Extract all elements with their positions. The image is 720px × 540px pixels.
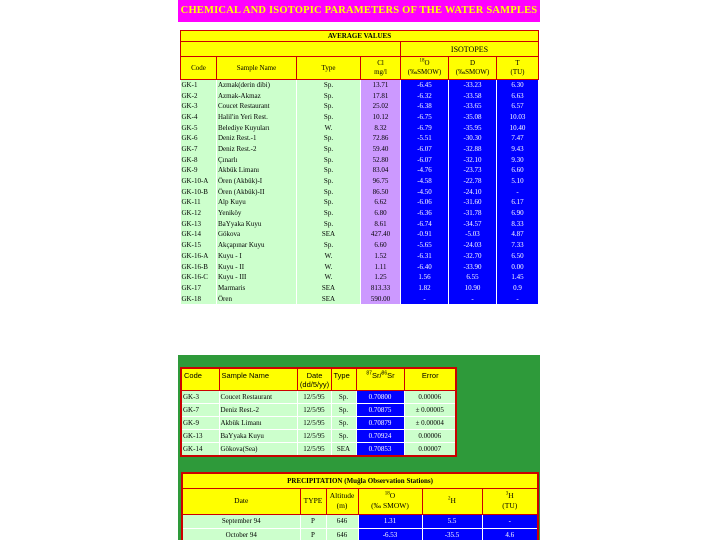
- cell-code: GK-2: [181, 90, 217, 101]
- cell-o18: -: [401, 293, 449, 304]
- cell-type: P: [300, 528, 326, 540]
- cell-sample-name: Ören (Akbük)-II: [217, 186, 297, 197]
- col-h2: [422, 488, 482, 514]
- cell-sample-name: Ören: [217, 293, 297, 304]
- table-row: [181, 229, 539, 240]
- cell-code: GK-3: [181, 390, 219, 403]
- cell-d: -32.88: [449, 144, 497, 155]
- table-row: [182, 514, 538, 528]
- cell-sample-name: Akçapınar Kuyu: [217, 240, 297, 251]
- cell-d: -31.78: [449, 208, 497, 219]
- cell-d: -32.70: [449, 251, 497, 262]
- cell-sample-name: Çınarlı: [217, 154, 297, 165]
- cell-sample-name: Ören (Akbük)-I: [217, 176, 297, 187]
- average-values-table: [180, 30, 539, 304]
- cell-h3: -: [482, 514, 538, 528]
- cell-cl: 813.33: [361, 283, 401, 294]
- cell-sample-name: Halil'in Yeri Rest.: [217, 112, 297, 123]
- table-row: [181, 293, 539, 304]
- col-cl-label: Cl: [377, 59, 384, 67]
- cell-code: GK-1: [181, 80, 217, 91]
- cell-cl: 96.75: [361, 176, 401, 187]
- cell-date: 12/5/95: [297, 442, 331, 456]
- cell-cl: 25.02: [361, 101, 401, 112]
- col-o18: [401, 57, 449, 80]
- cell-type: Sp.: [297, 133, 361, 144]
- cell-o18: 1.82: [401, 283, 449, 294]
- col-type: Type: [331, 368, 356, 390]
- col-sr-mid: Sr/: [371, 371, 382, 380]
- cell-error: ± 0.00005: [404, 403, 456, 416]
- col-type: TYPE: [300, 488, 326, 514]
- cell-t: 6.63: [497, 90, 539, 101]
- col-h3: [482, 488, 538, 514]
- cell-sample-name: Coucet Restaurant: [217, 101, 297, 112]
- cell-o18: -6.36: [401, 208, 449, 219]
- cell-code: GK-9: [181, 165, 217, 176]
- cell-cl: 17.81: [361, 90, 401, 101]
- cell-sample-name: Coucet Restaurant: [219, 390, 297, 403]
- cell-t: 6.50: [497, 251, 539, 262]
- cell-error: ± 0.00004: [404, 416, 456, 429]
- col-d: [449, 57, 497, 80]
- cell-d: -33.90: [449, 261, 497, 272]
- col-t-unit: (TU): [510, 68, 525, 76]
- col-h2-label: H: [450, 496, 456, 505]
- cell-t: 4.87: [497, 229, 539, 240]
- isotopes-header: ISOTOPES: [401, 42, 539, 57]
- table-row: [181, 186, 539, 197]
- col-h3-unit: (TU): [502, 501, 518, 510]
- table-row: [181, 442, 456, 456]
- cell-t: 0.00: [497, 261, 539, 272]
- cell-t: 6.57: [497, 101, 539, 112]
- cell-d: -23.73: [449, 165, 497, 176]
- cell-type: W.: [297, 251, 361, 262]
- table-row: [181, 176, 539, 187]
- cell-sample-name: Kuyu - I: [217, 251, 297, 262]
- table-row: [181, 208, 539, 219]
- cell-type: Sp.: [331, 416, 356, 429]
- page-title: CHEMICAL AND ISOTOPIC PARAMETERS OF THE WATER SAMPLES: [178, 0, 540, 22]
- cell-sample-name: Azmak(derin dibi): [217, 80, 297, 91]
- cell-code: GK-7: [181, 144, 217, 155]
- cell-code: GK-15: [181, 240, 217, 251]
- col-sr-ratio: [356, 368, 404, 390]
- cell-cl: 6.80: [361, 208, 401, 219]
- cell-t: 9.30: [497, 154, 539, 165]
- cell-d: -30.30: [449, 133, 497, 144]
- cell-o18: -6.75: [401, 112, 449, 123]
- cell-code: GK-7: [181, 403, 219, 416]
- cell-sample-name: Deniz Rest.-2: [217, 144, 297, 155]
- cell-d: -24.03: [449, 240, 497, 251]
- cell-type: Sp.: [297, 154, 361, 165]
- cell-type: Sp.: [297, 186, 361, 197]
- col-t-label: T: [515, 59, 520, 67]
- col-cl-unit: mg/l: [374, 68, 387, 76]
- cell-d: -35.95: [449, 122, 497, 133]
- cell-date: 12/5/95: [297, 403, 331, 416]
- col-d-unit: (‰SMOW): [455, 68, 490, 76]
- cell-t: 7.33: [497, 240, 539, 251]
- cell-o18: -6.32: [401, 90, 449, 101]
- col-code: Code: [181, 368, 219, 390]
- cell-cl: 427.40: [361, 229, 401, 240]
- cell-t: 10.03: [497, 112, 539, 123]
- table-row: [181, 261, 539, 272]
- cell-d: -5.03: [449, 229, 497, 240]
- cell-t: -: [497, 293, 539, 304]
- cell-code: GK-13: [181, 218, 217, 229]
- cell-type: P: [300, 514, 326, 528]
- cell-code: GK-14: [181, 442, 219, 456]
- precipitation-header: PRECIPITATION (Muğla Observation Stations): [182, 473, 538, 488]
- cell-type: Sp.: [297, 80, 361, 91]
- cell-sample-name: BaYyaka Kuyu: [219, 429, 297, 442]
- cell-sample-name: Azmak-Akmaz: [217, 90, 297, 101]
- table-row: [181, 197, 539, 208]
- table-row: [181, 283, 539, 294]
- cell-type: Sp.: [297, 90, 361, 101]
- cell-o18: -5.65: [401, 240, 449, 251]
- cell-sample-name: Deniz Rest.-1: [217, 133, 297, 144]
- cell-date: 12/5/95: [297, 416, 331, 429]
- col-t: [497, 57, 539, 80]
- col-d-label: D: [469, 59, 476, 67]
- cell-code: GK-3: [181, 101, 217, 112]
- col-o18-sup: 18: [384, 491, 390, 497]
- col-date: [297, 368, 331, 390]
- cell-d: -: [449, 293, 497, 304]
- col-o18-unit: (‰SMOW): [407, 68, 442, 76]
- col-sr-sup1: 87: [366, 370, 372, 377]
- col-h3-sup: 3: [505, 491, 509, 497]
- cell-error: 0.00006: [404, 429, 456, 442]
- table-row: [181, 80, 539, 91]
- cell-sr-ratio: 0.70924: [356, 429, 404, 442]
- cell-type: Sp.: [297, 144, 361, 155]
- cell-cl: 59.40: [361, 144, 401, 155]
- cell-type: Sp.: [331, 429, 356, 442]
- col-alt-label: Altitude: [329, 491, 355, 500]
- table-row: [181, 251, 539, 262]
- cell-d: -31.60: [449, 197, 497, 208]
- cell-sample-name: Kuyu - III: [217, 272, 297, 283]
- cell-t: 0.9: [497, 283, 539, 294]
- table-row: [181, 240, 539, 251]
- cell-type: Sp.: [297, 208, 361, 219]
- cell-d: -33.65: [449, 101, 497, 112]
- cell-code: GK-10-A: [181, 176, 217, 187]
- average-values-header: AVERAGE VALUES: [181, 31, 539, 42]
- cell-type: SEA: [331, 442, 356, 456]
- cell-sample-name: Yeniköy: [217, 208, 297, 219]
- col-date: Date: [182, 488, 300, 514]
- cell-code: GK-6: [181, 133, 217, 144]
- cell-t: 7.47: [497, 133, 539, 144]
- cell-type: Sp.: [297, 112, 361, 123]
- table-row: [181, 122, 539, 133]
- cell-o18: -6.40: [401, 261, 449, 272]
- cell-error: 0.00007: [404, 442, 456, 456]
- col-error: Error: [404, 368, 456, 390]
- cell-d: -35.08: [449, 112, 497, 123]
- cell-sample-name: BaYyaka Kuyu: [217, 218, 297, 229]
- cell-altitude: 646: [326, 514, 358, 528]
- cell-type: Sp.: [331, 390, 356, 403]
- col-o18-unit: (‰ SMOW): [371, 501, 409, 510]
- cell-sr-ratio: 0.70875: [356, 403, 404, 416]
- cell-o18: -6.53: [358, 528, 422, 540]
- table-row: [181, 429, 456, 442]
- col-alt-unit: (m): [336, 501, 348, 510]
- cell-t: 9.43: [497, 144, 539, 155]
- cell-code: GK-18: [181, 293, 217, 304]
- cell-code: GK-16-B: [181, 261, 217, 272]
- cell-type: Sp.: [297, 101, 361, 112]
- cell-code: GK-16-C: [181, 272, 217, 283]
- cell-cl: 1.11: [361, 261, 401, 272]
- cell-t: 6.60: [497, 165, 539, 176]
- cell-t: 1.45: [497, 272, 539, 283]
- cell-t: 6.17: [497, 197, 539, 208]
- col-cl: [361, 57, 401, 80]
- cell-h2: -35.5: [422, 528, 482, 540]
- cell-cl: 8.32: [361, 122, 401, 133]
- cell-type: W.: [297, 122, 361, 133]
- cell-o18: -6.38: [401, 101, 449, 112]
- cell-type: W.: [297, 261, 361, 272]
- cell-o18: -6.79: [401, 122, 449, 133]
- cell-o18: 1.31: [358, 514, 422, 528]
- cell-type: W.: [297, 272, 361, 283]
- cell-code: GK-12: [181, 208, 217, 219]
- table-row: [181, 165, 539, 176]
- cell-o18: -6.31: [401, 251, 449, 262]
- cell-t: 5.10: [497, 176, 539, 187]
- cell-date: September 94: [182, 514, 300, 528]
- table-row: [182, 528, 538, 540]
- cell-t: -: [497, 186, 539, 197]
- table-row: [181, 390, 456, 403]
- cell-code: GK-17: [181, 283, 217, 294]
- cell-cl: 10.12: [361, 112, 401, 123]
- cell-o18: -6.07: [401, 154, 449, 165]
- cell-o18: -4.58: [401, 176, 449, 187]
- cell-cl: 1.52: [361, 251, 401, 262]
- table-row: [181, 218, 539, 229]
- cell-sample-name: Marmaris: [217, 283, 297, 294]
- slide: [178, 0, 540, 540]
- cell-d: -24.10: [449, 186, 497, 197]
- cell-o18: -6.06: [401, 197, 449, 208]
- cell-o18: 1.56: [401, 272, 449, 283]
- cell-sample-name: Akbük Limanı: [219, 416, 297, 429]
- cell-code: GK-11: [181, 197, 217, 208]
- col-sample-name: Sample Name: [219, 368, 297, 390]
- cell-d: -22.78: [449, 176, 497, 187]
- cell-t: 10.40: [497, 122, 539, 133]
- cell-cl: 6.62: [361, 197, 401, 208]
- cell-d: -33.58: [449, 90, 497, 101]
- table-row: [181, 144, 539, 155]
- col-code: Code: [181, 57, 217, 80]
- cell-type: Sp.: [297, 240, 361, 251]
- cell-d: 6.55: [449, 272, 497, 283]
- cell-cl: 83.04: [361, 165, 401, 176]
- header-spacer: [181, 42, 401, 57]
- table-row: [181, 416, 456, 429]
- cell-sample-name: Akbük Limanı: [217, 165, 297, 176]
- cell-cl: 1.25: [361, 272, 401, 283]
- cell-sr-ratio: 0.70853: [356, 442, 404, 456]
- cell-code: GK-16-A: [181, 251, 217, 262]
- cell-o18: -4.76: [401, 165, 449, 176]
- cell-type: Sp.: [297, 218, 361, 229]
- cell-code: GK-13: [181, 429, 219, 442]
- precipitation-table: [181, 472, 539, 540]
- cell-type: Sp.: [297, 176, 361, 187]
- strontium-table: [180, 367, 457, 457]
- cell-date: 12/5/95: [297, 390, 331, 403]
- table-row: [181, 403, 456, 416]
- cell-o18: -6.45: [401, 80, 449, 91]
- cell-o18: -6.07: [401, 144, 449, 155]
- cell-d: 10.90: [449, 283, 497, 294]
- cell-date: October 94: [182, 528, 300, 540]
- cell-type: SEA: [297, 293, 361, 304]
- cell-type: SEA: [297, 229, 361, 240]
- col-o18-label: O: [424, 59, 430, 67]
- col-date-label: Date: [306, 371, 323, 380]
- cell-cl: 6.60: [361, 240, 401, 251]
- cell-sample-name: Belediye Kuyuları: [217, 122, 297, 133]
- col-date-format: (dd/5/yy): [299, 380, 330, 389]
- cell-sample-name: Gökova: [217, 229, 297, 240]
- table-row: [181, 101, 539, 112]
- cell-h2: 5.5: [422, 514, 482, 528]
- cell-t: 8.33: [497, 218, 539, 229]
- cell-type: Sp.: [331, 403, 356, 416]
- cell-sr-ratio: 0.70879: [356, 416, 404, 429]
- cell-cl: 72.86: [361, 133, 401, 144]
- cell-code: GK-9: [181, 416, 219, 429]
- table-row: [181, 112, 539, 123]
- col-sr-end: Sr: [387, 371, 395, 380]
- cell-d: -32.10: [449, 154, 497, 165]
- cell-altitude: 646: [326, 528, 358, 540]
- table-row: [181, 133, 539, 144]
- cell-d: -34.57: [449, 218, 497, 229]
- cell-code: GK-10-B: [181, 186, 217, 197]
- cell-code: GK-14: [181, 229, 217, 240]
- col-sr-sup2: 86: [381, 370, 388, 377]
- cell-o18: -4.50: [401, 186, 449, 197]
- cell-type: SEA: [297, 283, 361, 294]
- cell-cl: 52.80: [361, 154, 401, 165]
- cell-sample-name: Alp Kuyu: [217, 197, 297, 208]
- cell-sr-ratio: 0.70800: [356, 390, 404, 403]
- table-row: [181, 154, 539, 165]
- cell-sample-name: Kuyu - II: [217, 261, 297, 272]
- cell-cl: 13.71: [361, 80, 401, 91]
- cell-o18: -5.51: [401, 133, 449, 144]
- cell-sample-name: Gökova(Sea): [219, 442, 297, 456]
- table-row: [181, 90, 539, 101]
- cell-o18: -0.91: [401, 229, 449, 240]
- col-o18: [358, 488, 422, 514]
- cell-t: 6.90: [497, 208, 539, 219]
- cell-o18: -6.74: [401, 218, 449, 229]
- col-type: Type: [297, 57, 361, 80]
- cell-sample-name: Deniz Rest.-2: [219, 403, 297, 416]
- cell-code: GK-8: [181, 154, 217, 165]
- col-h2-sup: 2: [448, 496, 451, 502]
- col-altitude: [326, 488, 358, 514]
- cell-code: GK-5: [181, 122, 217, 133]
- col-o18-sup: 18: [419, 58, 425, 64]
- table-row: [181, 272, 539, 283]
- cell-cl: 590.00: [361, 293, 401, 304]
- cell-h3: 4.6: [482, 528, 538, 540]
- cell-error: 0.00006: [404, 390, 456, 403]
- col-sample-name: Sample Name: [217, 57, 297, 80]
- cell-d: -33.23: [449, 80, 497, 91]
- col-h3-label: H: [508, 491, 514, 500]
- col-o18-label: O: [389, 491, 396, 500]
- cell-date: 12/5/95: [297, 429, 331, 442]
- cell-type: Sp.: [297, 165, 361, 176]
- cell-t: 6.30: [497, 80, 539, 91]
- cell-code: GK-4: [181, 112, 217, 123]
- cell-cl: 86.50: [361, 186, 401, 197]
- cell-cl: 8.61: [361, 218, 401, 229]
- cell-type: Sp.: [297, 197, 361, 208]
